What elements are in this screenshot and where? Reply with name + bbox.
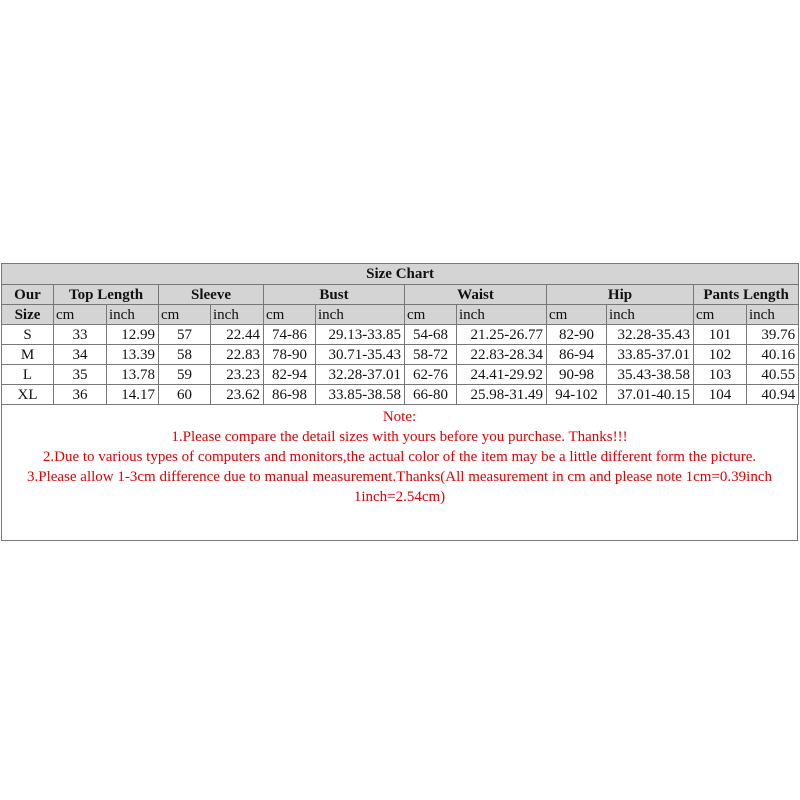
size-chart-table	[1, 263, 799, 405]
measurement-cell: 94-102	[547, 385, 607, 405]
measurement-cell: 82-94	[264, 365, 316, 385]
measurement-cell: 25.98-31.49	[457, 385, 547, 405]
size-cell: L	[2, 365, 54, 385]
notes-heading: Note:	[382, 409, 417, 425]
unit-header-cm: cm	[264, 305, 316, 325]
measurement-cell: 104	[694, 385, 747, 405]
measurement-cell: 58	[159, 345, 211, 365]
column-group-header: Bust	[264, 285, 405, 305]
note-line: 1.Please compare the detail sizes with yours before you purchase. Thanks!!!	[171, 429, 628, 445]
measurement-cell: 40.55	[747, 365, 799, 385]
table-row	[2, 325, 799, 345]
unit-header-cm: cm	[694, 305, 747, 325]
measurement-cell: 57	[159, 325, 211, 345]
measurement-cell: 12.99	[107, 325, 159, 345]
unit-header-inch: inch	[607, 305, 694, 325]
column-group-header: Waist	[405, 285, 547, 305]
table-title: Size Chart	[2, 264, 799, 285]
measurement-cell: 13.78	[107, 365, 159, 385]
measurement-cell: 74-86	[264, 325, 316, 345]
measurement-cell: 62-76	[405, 365, 457, 385]
measurement-cell: 33.85-37.01	[607, 345, 694, 365]
table-row	[2, 345, 799, 365]
size-header-bottom: Size	[2, 305, 54, 325]
measurement-cell: 66-80	[405, 385, 457, 405]
measurement-cell: 86-98	[264, 385, 316, 405]
unit-header-cm: cm	[159, 305, 211, 325]
note-line: 2.Due to various types of computers and monitors,the actual color of the item may be a little different form the picture.	[42, 449, 757, 465]
size-cell: S	[2, 325, 54, 345]
measurement-cell: 22.83	[211, 345, 264, 365]
notes-section	[1, 405, 798, 541]
measurement-cell: 32.28-37.01	[316, 365, 405, 385]
measurement-cell: 90-98	[547, 365, 607, 385]
measurement-cell: 60	[159, 385, 211, 405]
measurement-cell: 34	[54, 345, 107, 365]
unit-header-inch: inch	[107, 305, 159, 325]
measurement-cell: 59	[159, 365, 211, 385]
size-chart	[1, 263, 798, 541]
size-header-top: Our	[2, 285, 54, 305]
measurement-cell: 13.39	[107, 345, 159, 365]
measurement-cell: 33	[54, 325, 107, 345]
measurement-cell: 21.25-26.77	[457, 325, 547, 345]
measurement-cell: 22.83-28.34	[457, 345, 547, 365]
column-group-header: Hip	[547, 285, 694, 305]
measurement-cell: 35.43-38.58	[607, 365, 694, 385]
measurement-cell: 30.71-35.43	[316, 345, 405, 365]
measurement-cell: 101	[694, 325, 747, 345]
unit-header-inch: inch	[316, 305, 405, 325]
unit-header-cm: cm	[405, 305, 457, 325]
measurement-cell: 78-90	[264, 345, 316, 365]
size-cell: M	[2, 345, 54, 365]
measurement-cell: 22.44	[211, 325, 264, 345]
measurement-cell: 23.23	[211, 365, 264, 385]
unit-header-inch: inch	[457, 305, 547, 325]
measurement-cell: 32.28-35.43	[607, 325, 694, 345]
measurement-cell: 35	[54, 365, 107, 385]
measurement-cell: 58-72	[405, 345, 457, 365]
unit-header-cm: cm	[54, 305, 107, 325]
measurement-cell: 40.94	[747, 385, 799, 405]
table-row	[2, 365, 799, 385]
measurement-cell: 40.16	[747, 345, 799, 365]
measurement-cell: 86-94	[547, 345, 607, 365]
measurement-cell: 37.01-40.15	[607, 385, 694, 405]
size-cell: XL	[2, 385, 54, 405]
column-group-header: Sleeve	[159, 285, 264, 305]
measurement-cell: 23.62	[211, 385, 264, 405]
note-line: 3.Please allow 1-3cm difference due to manual measurement.Thanks(All measurement in cm and please note 1cm=0.39inch	[26, 469, 773, 485]
unit-header-cm: cm	[547, 305, 607, 325]
measurement-cell: 33.85-38.58	[316, 385, 405, 405]
measurement-cell: 102	[694, 345, 747, 365]
measurement-cell: 24.41-29.92	[457, 365, 547, 385]
measurement-cell: 39.76	[747, 325, 799, 345]
measurement-cell: 82-90	[547, 325, 607, 345]
column-group-header: Pants Length	[694, 285, 799, 305]
measurement-cell: 54-68	[405, 325, 457, 345]
measurement-cell: 14.17	[107, 385, 159, 405]
column-group-header: Top Length	[54, 285, 159, 305]
unit-header-inch: inch	[211, 305, 264, 325]
measurement-cell: 36	[54, 385, 107, 405]
measurement-cell: 29.13-33.85	[316, 325, 405, 345]
measurement-cell: 103	[694, 365, 747, 385]
unit-header-inch: inch	[747, 305, 799, 325]
table-row	[2, 385, 799, 405]
note-line: 1inch=2.54cm)	[353, 489, 446, 505]
